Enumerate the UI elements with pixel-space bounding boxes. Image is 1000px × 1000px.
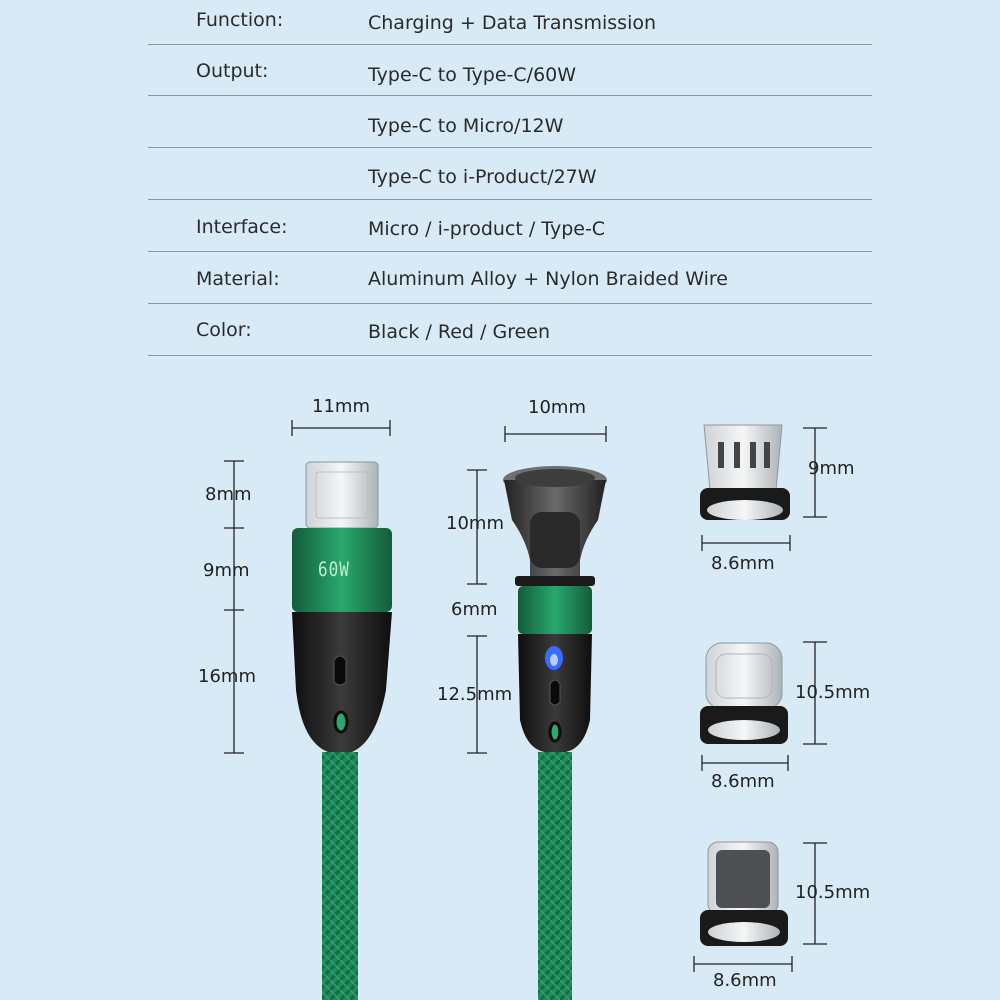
spec-value: Type-C to Micro/12W	[368, 115, 564, 137]
micro-tip	[700, 425, 790, 520]
typec-band-label: 9mm	[203, 560, 250, 581]
magnetic-band-label: 6mm	[451, 599, 498, 620]
micro-height-label: 9mm	[808, 458, 855, 479]
magnetic-width-label: 10mm	[528, 397, 586, 418]
typec-tip-width-label: 8.6mm	[711, 771, 775, 792]
spec-value: Black / Red / Green	[368, 321, 551, 343]
typec-tip-height-label: 10.5mm	[795, 682, 871, 703]
typec-body-label: 16mm	[198, 666, 256, 687]
spec-key: Interface:	[196, 216, 288, 238]
lightning-height-label: 10.5mm	[795, 882, 871, 903]
typec-width-label: 11mm	[312, 396, 370, 417]
spec-value: Type-C to Type-C/60W	[368, 64, 577, 86]
spec-key: Color:	[196, 319, 252, 341]
spec-key: Material:	[196, 268, 280, 290]
magnetic-head-label: 10mm	[446, 513, 504, 534]
micro-width-label: 8.6mm	[711, 553, 775, 574]
typec-cable	[292, 462, 392, 1000]
spec-value: Micro / i-product / Type-C	[368, 218, 606, 240]
spec-value: Aluminum Alloy + Nylon Braided Wire	[368, 268, 728, 290]
magnetic-body-label: 12.5mm	[437, 684, 513, 705]
lightning-tip	[700, 842, 788, 946]
typec-tip	[700, 643, 788, 744]
spec-value: Charging + Data Transmission	[368, 12, 657, 34]
wattage-label: 60W	[318, 558, 350, 581]
lightning-width-label: 8.6mm	[713, 970, 777, 991]
typec-plug-label: 8mm	[205, 484, 252, 505]
spec-key: Output:	[196, 60, 269, 82]
spec-key: Function:	[196, 9, 284, 31]
magnetic-cable	[503, 466, 607, 1000]
spec-value: Type-C to i-Product/27W	[368, 166, 597, 188]
